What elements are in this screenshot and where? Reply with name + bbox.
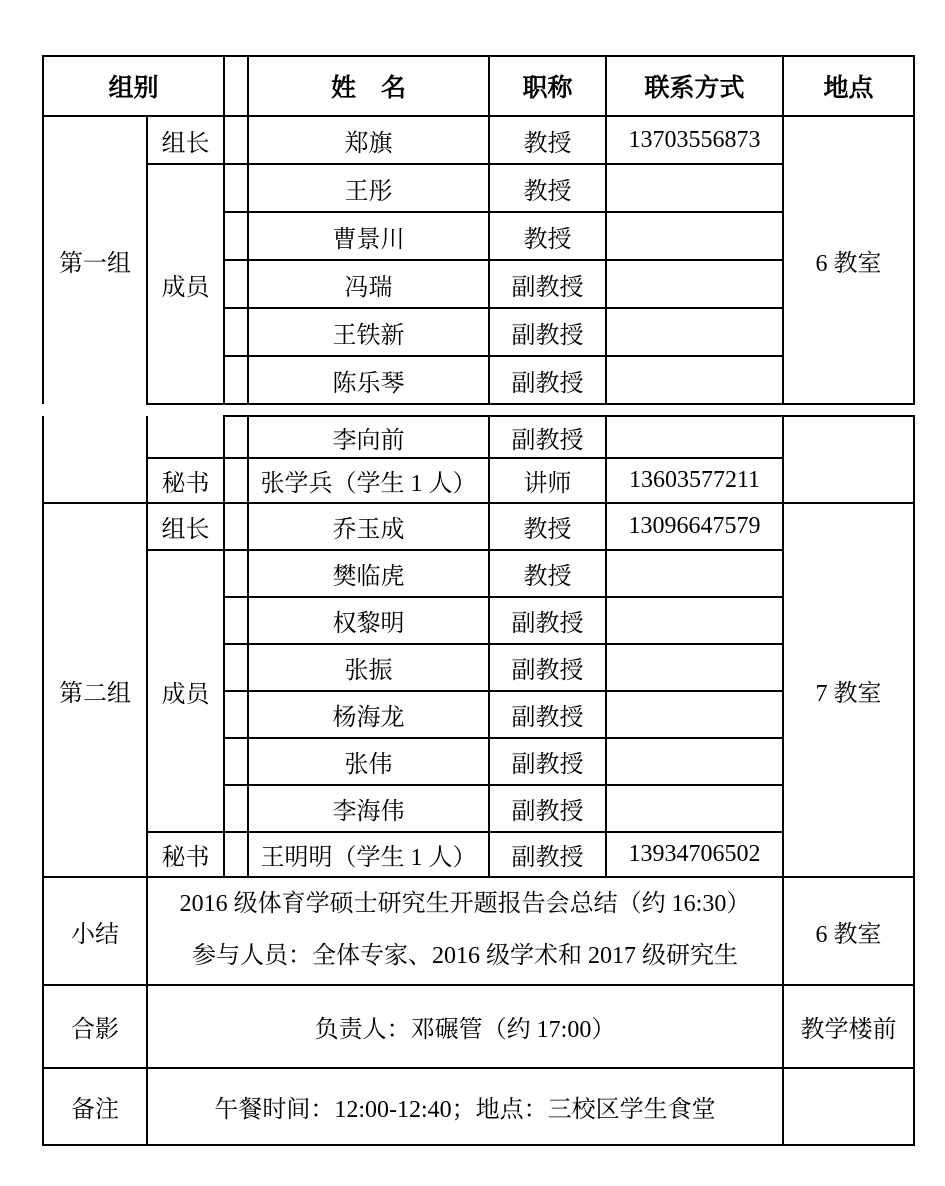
title-cell: 教授	[489, 503, 606, 550]
contact-cell	[606, 416, 783, 458]
name-cell: 王彤	[248, 164, 489, 212]
spacer-cell	[224, 356, 248, 404]
name-cell: 杨海龙	[248, 691, 489, 738]
photo-label-cell: 合影	[43, 985, 147, 1068]
contact-cell: 13603577211	[606, 458, 783, 503]
group2-label-cell: 第二组	[43, 503, 147, 877]
spacer-cell	[224, 260, 248, 308]
contact-cell	[606, 260, 783, 308]
spacer-cell	[224, 832, 248, 877]
location-cell: 6 教室	[783, 877, 914, 985]
contact-cell	[606, 691, 783, 738]
header-row	[43, 56, 914, 116]
table-part1	[42, 55, 915, 405]
role-cont-cell	[147, 416, 224, 458]
title-cell: 副教授	[489, 597, 606, 644]
notes-content-cell: 午餐时间：12:00-12:40；地点：三校区学生食堂	[147, 1068, 783, 1145]
contact-cell	[606, 785, 783, 832]
group1-label-cell: 第一组	[43, 116, 147, 404]
table-row	[43, 116, 914, 164]
name-cell: 李海伟	[248, 785, 489, 832]
role-cell: 成员	[147, 550, 224, 832]
name-cell: 乔玉成	[248, 503, 489, 550]
contact-cell: 13703556873	[606, 116, 783, 164]
schedule-table	[42, 55, 913, 1146]
summary-line1: 2016 级体育学硕士研究生开题报告会总结（约 16:30）	[179, 891, 751, 918]
spacer-cell	[224, 597, 248, 644]
header-contact: 联系方式	[606, 56, 783, 116]
summary-content-cell	[147, 877, 783, 985]
contact-cell	[606, 356, 783, 404]
spacer-cell	[224, 308, 248, 356]
name-cell: 冯瑞	[248, 260, 489, 308]
location-cell: 6 教室	[783, 116, 914, 404]
name-cell: 李向前	[248, 416, 489, 458]
name-cell: 曹景川	[248, 212, 489, 260]
title-cell: 副教授	[489, 416, 606, 458]
title-cell: 副教授	[489, 260, 606, 308]
contact-cell	[606, 164, 783, 212]
notes-row	[43, 1068, 914, 1145]
summary-line2: 参与人员：全体专家、2016 级学术和 2017 级研究生	[192, 943, 738, 969]
title-cell: 副教授	[489, 832, 606, 877]
photo-content-cell: 负责人：邓碾管（约 17:00）	[147, 985, 783, 1068]
name-cell: 樊临虎	[248, 550, 489, 597]
role-cell: 组长	[147, 116, 224, 164]
role-cell: 组长	[147, 503, 224, 550]
spacer-cell	[224, 503, 248, 550]
spacer-cell	[224, 738, 248, 785]
header-group: 组别	[43, 56, 224, 116]
spacer-cell	[224, 416, 248, 458]
name-cell: 郑旗	[248, 116, 489, 164]
title-cell: 讲师	[489, 458, 606, 503]
header-title: 职称	[489, 56, 606, 116]
page-break-gap	[42, 405, 913, 415]
table-row	[43, 503, 914, 550]
header-spacer	[224, 56, 248, 116]
contact-cell	[606, 550, 783, 597]
table-part2	[42, 415, 915, 1146]
title-cell: 教授	[489, 164, 606, 212]
summary-row	[43, 877, 914, 985]
spacer-cell	[224, 550, 248, 597]
spacer-cell	[224, 116, 248, 164]
notes-label-cell: 备注	[43, 1068, 147, 1145]
spacer-cell	[224, 691, 248, 738]
header-location: 地点	[783, 56, 914, 116]
role-cell: 成员	[147, 164, 224, 404]
spacer-cell	[224, 164, 248, 212]
spacer-cell	[224, 644, 248, 691]
contact-cell	[606, 212, 783, 260]
name-cell: 权黎明	[248, 597, 489, 644]
title-cell: 教授	[489, 116, 606, 164]
table-row	[43, 416, 914, 458]
contact-cell: 13934706502	[606, 832, 783, 877]
summary-label-cell: 小结	[43, 877, 147, 985]
location-cell: 教学楼前	[783, 985, 914, 1068]
spacer-cell	[224, 212, 248, 260]
contact-cell	[606, 308, 783, 356]
name-cell: 张学兵（学生 1 人）	[248, 458, 489, 503]
contact-cell: 13096647579	[606, 503, 783, 550]
photo-row	[43, 985, 914, 1068]
title-cell: 副教授	[489, 738, 606, 785]
name-cell: 张伟	[248, 738, 489, 785]
title-cell: 教授	[489, 550, 606, 597]
location-cell	[783, 1068, 914, 1145]
name-cell: 王铁新	[248, 308, 489, 356]
contact-cell	[606, 738, 783, 785]
name-cell: 王明明（学生 1 人）	[248, 832, 489, 877]
title-cell: 副教授	[489, 644, 606, 691]
contact-cell	[606, 597, 783, 644]
name-cell: 陈乐琴	[248, 356, 489, 404]
contact-cell	[606, 644, 783, 691]
title-cell: 副教授	[489, 308, 606, 356]
title-cell: 副教授	[489, 691, 606, 738]
location-cont-cell	[783, 416, 914, 503]
spacer-cell	[224, 458, 248, 503]
location-cell: 7 教室	[783, 503, 914, 877]
title-cell: 教授	[489, 212, 606, 260]
title-cell: 副教授	[489, 785, 606, 832]
role-cell: 秘书	[147, 832, 224, 877]
header-name: 姓 名	[248, 56, 489, 116]
role-cell: 秘书	[147, 458, 224, 503]
title-cell: 副教授	[489, 356, 606, 404]
spacer-cell	[224, 785, 248, 832]
name-cell: 张振	[248, 644, 489, 691]
group1-cont-cell	[43, 416, 147, 503]
